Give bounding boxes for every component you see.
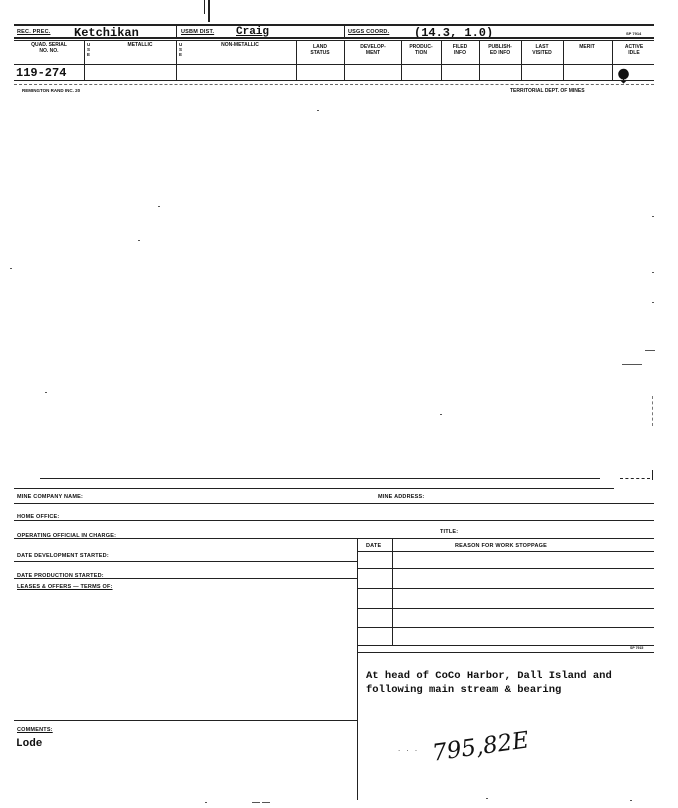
col-published-info: PUBLISH- ED INFO: [488, 44, 512, 56]
rec-prec-value: Ketchikan: [74, 26, 139, 40]
date-prod-started-label: DATE PRODUCTION STARTED:: [17, 573, 104, 579]
scan-speck: [262, 802, 270, 803]
header-rule-thin: [14, 40, 654, 41]
form-rule: [14, 538, 654, 539]
form-rule: [14, 720, 357, 721]
date-col-label: DATE: [366, 543, 382, 549]
footer-strip-right: TERRITORIAL DEPT. OF MINES: [510, 88, 585, 94]
form-top-rule: [14, 488, 614, 489]
form-rule: [14, 578, 357, 579]
divider: [344, 24, 345, 37]
perforation: [652, 470, 653, 480]
stoppage-bottom: [357, 652, 654, 653]
stoppage-row: [357, 645, 654, 646]
pencil-dots: . . .: [398, 744, 420, 753]
check-mark-icon: ⧭: [618, 66, 630, 82]
col-use-a: U S E: [87, 42, 91, 57]
serial-value: 119-274: [16, 66, 67, 80]
usgs-coord-label: USGS COORD.: [348, 29, 390, 35]
usbm-dist-value: Craig: [236, 26, 270, 38]
row-rule-bottom: [14, 80, 654, 81]
location-line-2: following main stream & bearing: [366, 684, 562, 696]
divider: [344, 40, 345, 80]
comments-value: Lode: [16, 738, 43, 750]
mine-company-name-label: MINE COMPANY NAME:: [17, 494, 84, 500]
col-land-status: LAND STATUS: [310, 44, 330, 56]
location-line-1: At head of CoCo Harbor, Dall Island and: [366, 670, 612, 682]
date-dev-started-label: DATE DEVELOPMENT STARTED:: [17, 553, 109, 559]
scan-speck: [652, 272, 654, 273]
form-code-top: SP 7914: [626, 31, 642, 36]
reason-col-label: REASON FOR WORK STOPPAGE: [455, 543, 547, 549]
col-non-metallic: NON-METALLIC: [221, 42, 259, 48]
col-use-b: U S E: [179, 42, 183, 57]
divider: [84, 40, 85, 80]
col-filed-info: FILED INFO: [452, 44, 468, 56]
crop-mark: [204, 0, 205, 14]
title-label: TITLE:: [440, 529, 459, 535]
scan-speck: [645, 350, 655, 351]
scan-speck: [652, 396, 653, 426]
scan-speck: [652, 216, 654, 217]
col-last-visited: LAST VISITED: [532, 44, 552, 56]
scan-speck: [205, 802, 207, 803]
col-merit: MERIT: [579, 44, 595, 50]
form-rule: [14, 503, 654, 504]
form-code-bottom: SP 7915: [630, 646, 644, 650]
perforation: [14, 84, 654, 85]
scan-speck: [317, 110, 319, 111]
leases-offers-label: LEASES & OFFERS — TERMS OF:: [17, 584, 113, 590]
scan-speck: [138, 240, 140, 241]
col-quad-serial: QUAD. SERIAL NO. NO.: [31, 42, 67, 54]
col-active-idle: ACTIVE IDLE: [624, 44, 644, 56]
scan-speck: [45, 392, 47, 393]
rec-prec-label: REC. PREC.: [17, 29, 51, 35]
scan-speck: [440, 414, 442, 415]
mine-address-label: MINE ADDRESS:: [378, 494, 425, 500]
stoppage-row: [357, 551, 654, 552]
row-rule: [14, 64, 654, 65]
handwritten-note: 795,82E: [430, 727, 531, 767]
comments-label: COMMENTS:: [17, 727, 53, 733]
col-development: DEVELOP- MENT: [360, 44, 386, 56]
scan-speck: [252, 802, 260, 803]
divider: [296, 40, 297, 80]
divider: [176, 40, 177, 80]
divider: [176, 24, 177, 37]
stoppage-row: [357, 608, 654, 609]
form-rule: [14, 520, 654, 521]
stoppage-row: [357, 627, 654, 628]
stoppage-row: [357, 568, 654, 569]
date-col-divider: [392, 538, 393, 645]
form-rule: [14, 561, 357, 562]
scan-speck: [630, 800, 632, 801]
usbm-dist-label: USBM DIST.: [181, 29, 215, 35]
col-production: PRODUC- TION: [409, 44, 433, 56]
footer-strip-left: REMINGTON RAND INC. 20: [22, 88, 81, 93]
scan-speck: [158, 206, 160, 207]
col-metallic: METALLIC: [127, 42, 153, 48]
perforation: [40, 478, 600, 479]
perforation: [620, 478, 650, 479]
scan-speck: [10, 268, 12, 269]
center-divider: [357, 538, 358, 800]
scan-speck: [486, 798, 488, 799]
scan-speck: [652, 302, 654, 303]
scan-speck: [622, 364, 642, 365]
stoppage-row: [357, 588, 654, 589]
operating-official-label: OPERATING OFFICIAL IN CHARGE:: [17, 533, 117, 539]
usgs-coord-value: (14.3, 1.0): [414, 26, 494, 40]
home-office-label: HOME OFFICE:: [17, 514, 60, 520]
header-rule: [14, 37, 654, 39]
crop-mark: [208, 0, 210, 22]
divider: [612, 40, 613, 80]
